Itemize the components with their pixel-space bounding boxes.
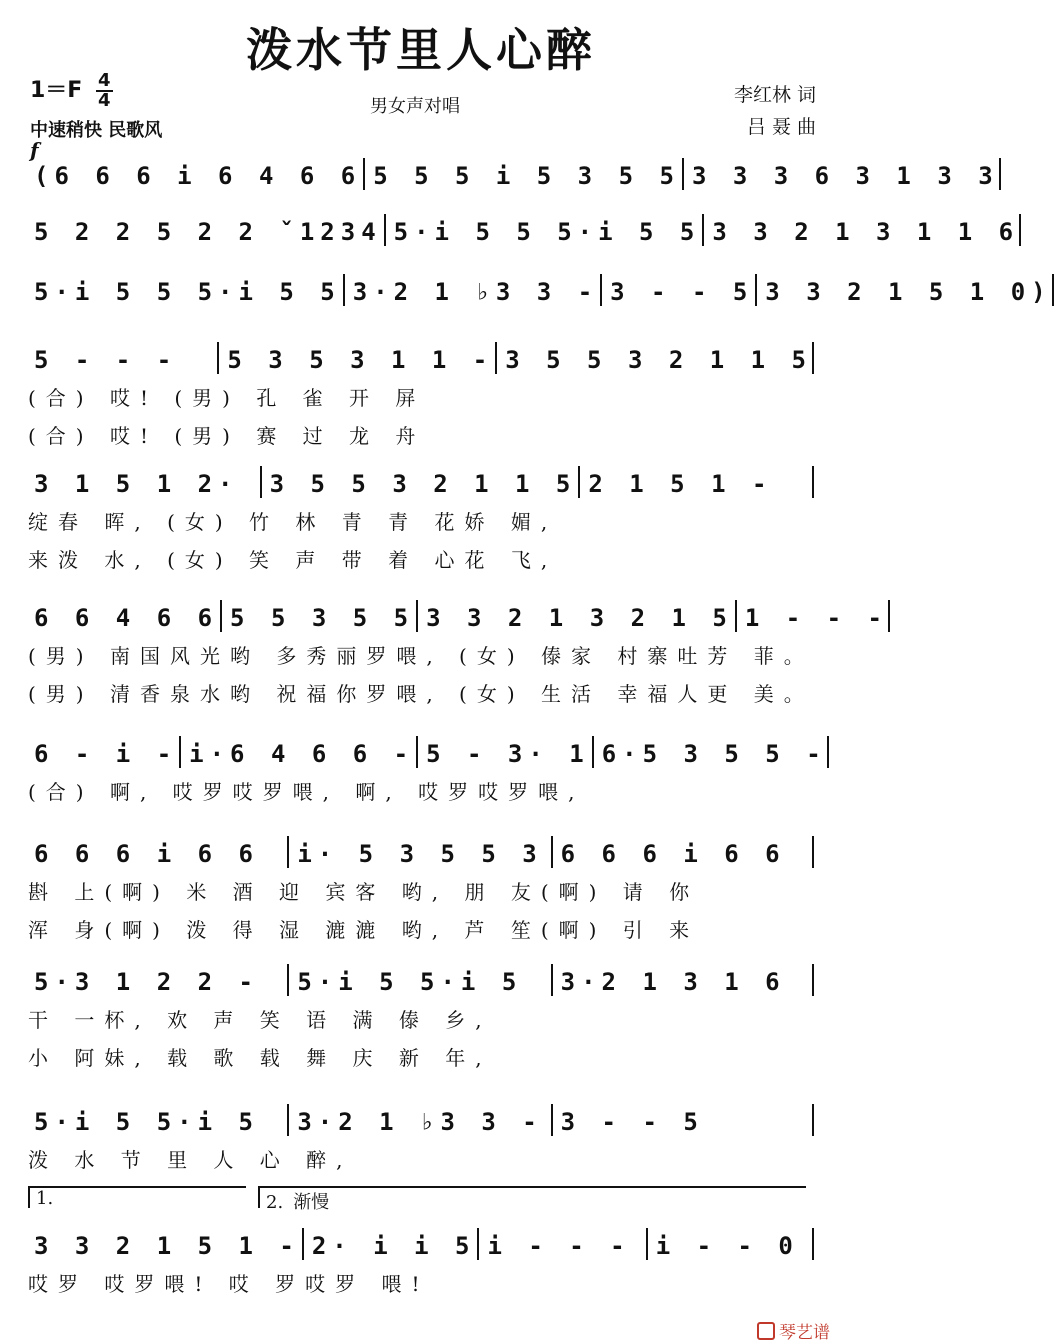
measure: 5·i 5 5·i 5 — [297, 968, 523, 996]
measure: 3 5 5 3 2 1 1 5 — [505, 346, 812, 374]
measure: 3 3 3 6 3 1 3 3 — [691, 162, 999, 190]
lyric-line: 绽春 晖, (女) 竹 林 青 青 花娇 媚, — [28, 510, 558, 534]
lyric-line: 泼 水 节 里 人 心 醉, — [28, 1148, 353, 1172]
measure: 5·i 5 5·i 5 — [34, 1108, 259, 1136]
meter-bottom: 4 — [98, 90, 111, 111]
lyricist-credit: 李红林 词 — [733, 84, 816, 106]
second-ending — [258, 1186, 806, 1213]
measure: 3 3 2 1 5 1 - — [34, 1232, 300, 1260]
measure: i· 5 3 5 5 3 — [297, 840, 543, 868]
dynamic-mark: f — [30, 138, 39, 162]
score-system — [28, 1100, 814, 1172]
measure: 3 3 2 1 3 2 1 5 — [426, 604, 733, 632]
bar-line — [755, 274, 757, 306]
score-system — [28, 154, 999, 190]
measure: i·6 4 6 6 - — [189, 740, 415, 768]
bar-line — [551, 964, 553, 996]
measure: 2· i i 5 — [311, 1232, 476, 1260]
measure: 5 - 3· 1 — [426, 740, 590, 768]
bar-line — [812, 964, 814, 996]
notes-line — [28, 210, 1020, 246]
bar-line — [495, 342, 497, 374]
bar-line — [812, 1104, 814, 1136]
bar-line — [551, 1104, 553, 1136]
bar-line — [888, 600, 890, 632]
notes-line — [28, 832, 814, 868]
lyric-line: (合) 哎! (男) 孔 雀 开 屏 — [28, 386, 426, 410]
first-ending: 1. — [28, 1186, 246, 1208]
score-system — [28, 270, 1052, 306]
lyric-line: 来泼 水, (女) 笑 声 带 着 心花 飞, — [28, 548, 558, 572]
measure: 3 - - 5 — [560, 1108, 704, 1136]
bar-line — [812, 836, 814, 868]
ritardando-mark: 渐慢 — [293, 1192, 330, 1213]
lyric-line: (合) 哎! (男) 赛 过 龙 舟 — [28, 424, 426, 448]
measure: 5·3 1 2 2 - — [34, 968, 259, 996]
measure: 5 2 2 5 2 2 ˇ1234 — [34, 218, 382, 246]
bar-line — [600, 274, 602, 306]
bar-line — [287, 964, 289, 996]
bar-line — [999, 158, 1001, 190]
notes-line — [28, 1224, 814, 1260]
score-system — [28, 1224, 814, 1296]
lyric-line: 哎罗 哎罗喂! 哎 罗哎罗 喂! — [28, 1272, 430, 1296]
measure: 3·2 1 ♭3 3 - — [297, 1108, 543, 1136]
bar-line — [812, 1228, 814, 1260]
measure: 6 - i - — [34, 740, 178, 768]
watermark-text: 琴艺谱 — [779, 1323, 830, 1343]
notes-line — [28, 462, 814, 498]
bar-line — [416, 600, 418, 632]
score-system — [28, 960, 814, 1070]
measure: 5 3 5 3 1 1 - — [227, 346, 494, 374]
bar-line — [384, 214, 386, 246]
measure: 5·i 5 5 5·i 5 5 — [34, 278, 341, 306]
subtitle: 男女声对唱 — [370, 96, 460, 117]
notes-line — [28, 732, 827, 768]
measure: 6 6 6 i 6 6 — [560, 840, 786, 868]
score-system — [28, 732, 827, 804]
measure: 3·2 1 ♭3 3 - — [352, 278, 599, 306]
measure: 6 6 6 i 6 6 — [34, 840, 259, 868]
bar-line — [220, 600, 222, 632]
key-signature — [30, 72, 113, 110]
measure: 6·5 3 5 5 - — [601, 740, 827, 768]
notes-line — [28, 960, 814, 996]
bar-line — [1019, 214, 1021, 246]
score-system — [28, 338, 814, 448]
bar-line — [646, 1228, 648, 1260]
bar-line — [363, 158, 365, 190]
bar-line — [217, 342, 219, 374]
measure: 3 - - 5 — [610, 278, 754, 306]
meter-top: 4 — [98, 70, 111, 91]
score-system — [28, 462, 814, 572]
watermark-logo — [757, 1318, 830, 1343]
score-system — [28, 596, 888, 706]
measure: 3 3 2 1 3 1 1 6 — [712, 218, 1020, 246]
bar-line — [287, 836, 289, 868]
bar-line — [287, 1104, 289, 1136]
measure: 2 1 5 1 - — [588, 470, 773, 498]
measure: i - - - — [487, 1232, 631, 1260]
second-ending-number: 2. — [266, 1192, 284, 1213]
lyric-line: 干 一杯, 欢 声 笑 语 满 傣 乡, — [28, 1008, 492, 1032]
measure: 1 - - - — [744, 604, 888, 632]
bar-line — [551, 836, 553, 868]
key-label: 1＝F — [30, 78, 83, 103]
measure: 5 5 3 5 5 — [230, 604, 415, 632]
measure: 3·2 1 3 1 6 — [560, 968, 786, 996]
lyric-line: 小 阿妹, 载 歌 载 舞 庆 新 年, — [28, 1046, 492, 1070]
bar-line — [416, 736, 418, 768]
lyric-line: (男) 清香泉水哟 祝福你罗喂, (女) 生活 幸福人更 美。 — [28, 682, 814, 706]
measure: 5 - - - — [34, 346, 178, 374]
lyric-line: 斟 上(啊) 米 酒 迎 宾客 哟, 朋 友(啊) 请 你 — [28, 880, 700, 904]
bar-line — [592, 736, 594, 768]
measure: 3 5 5 3 2 1 1 5 — [269, 470, 577, 498]
bar-line — [302, 1228, 304, 1260]
notes-line — [28, 338, 814, 374]
bar-line — [735, 600, 737, 632]
notes-line — [28, 596, 888, 632]
measure: 3 3 2 1 5 1 0) — [765, 278, 1052, 306]
bar-line — [260, 466, 262, 498]
bar-line — [1052, 274, 1054, 306]
bar-line — [702, 214, 704, 246]
notes-line — [28, 154, 999, 190]
score-system — [28, 210, 1020, 246]
measure: i - - 0 — [655, 1232, 799, 1260]
composer-credit: 吕 聂 曲 — [746, 116, 816, 138]
bar-line — [343, 274, 345, 306]
notes-line — [28, 1100, 814, 1136]
measure: 3 1 5 1 2· — [34, 470, 239, 498]
bar-line — [578, 466, 580, 498]
measure: 5·i 5 5 5·i 5 5 — [393, 218, 701, 246]
bar-line — [477, 1228, 479, 1260]
lyric-line: (合) 啊, 哎罗哎罗喂, 啊, 哎罗哎罗喂, — [28, 780, 585, 804]
lyric-line: (男) 南国风光哟 多秀丽罗喂, (女) 傣家 村寨吐芳 菲。 — [28, 644, 814, 668]
bar-line — [812, 466, 814, 498]
bar-line — [682, 158, 684, 190]
measure: 6 6 4 6 6 — [34, 604, 219, 632]
song-title: 泼水节里人心醉 — [246, 23, 596, 77]
bar-line — [812, 342, 814, 374]
measure: 5 5 5 i 5 3 5 5 — [373, 162, 680, 190]
logo-icon — [757, 1322, 775, 1340]
lyric-line: 浑 身(啊) 泼 得 湿 漉漉 哟, 芦 笙(啊) 引 来 — [28, 918, 700, 942]
score-system — [28, 832, 814, 942]
time-signature — [96, 72, 113, 110]
tempo-marking: 中速稍快 民歌风 — [30, 120, 163, 141]
notes-line — [28, 270, 1052, 306]
measure: (6 6 6 i 6 4 6 6 — [34, 162, 362, 190]
bar-line — [827, 736, 829, 768]
bar-line — [179, 736, 181, 768]
